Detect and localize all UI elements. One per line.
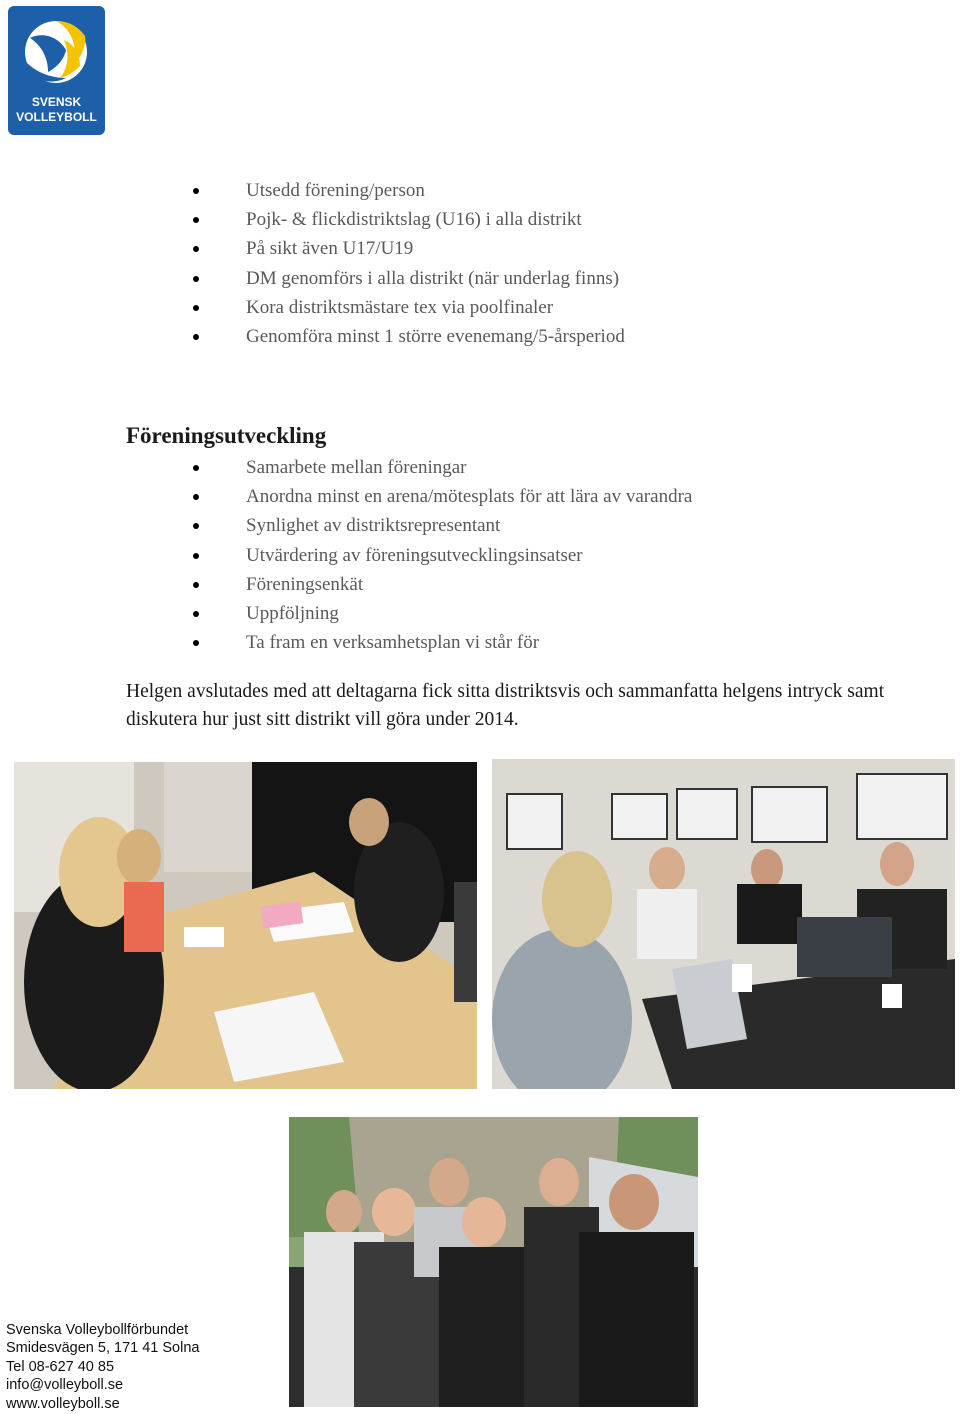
meeting-photo-left xyxy=(14,762,477,1089)
list-item: Genomföra minst 1 större evenemang/5-årsperiod xyxy=(246,322,625,351)
footer-org: Svenska Volleybollförbundet xyxy=(6,1322,189,1338)
volleyball-icon xyxy=(25,21,87,83)
list-item: Utsedd förening/person xyxy=(246,176,625,205)
list-item: Föreningsenkät xyxy=(246,570,692,599)
list-item: Utvärdering av föreningsutvecklingsinsatser xyxy=(246,541,692,570)
logo-text-line2: VOLLEYBOLL xyxy=(16,110,97,124)
list-item: Samarbete mellan föreningar xyxy=(246,453,692,482)
list-item: Pojk- & flickdistriktslag (U16) i alla distrikt xyxy=(246,205,625,234)
footer-phone: Tel 08-627 40 85 xyxy=(6,1358,115,1375)
list-item: DM genomförs i alla distrikt (när underlag finns) xyxy=(246,264,625,293)
list-item: Synlighet av distriktsrepresentant xyxy=(246,511,692,540)
footer-website[interactable]: www.volleyboll.se xyxy=(6,1395,120,1412)
list-item: Anordna minst en arena/mötesplats för att lära av varandra xyxy=(246,482,692,511)
svensk-volleyboll-logo xyxy=(8,6,105,135)
summary-paragraph: Helgen avslutades med att deltagarna fick sitta distriktsvis och sammanfatta helgens intryck samt diskutera hur just sitt distrikt vill göra under 2014. xyxy=(126,681,885,730)
district-goals-list xyxy=(246,176,625,351)
list-item: Uppföljning xyxy=(246,599,692,628)
footer-address: Smidesvägen 5, 171 41 Solna xyxy=(6,1340,200,1357)
club-development-list xyxy=(246,453,692,657)
footer-email[interactable]: info@volleyboll.se xyxy=(6,1377,124,1394)
list-item: På sikt även U17/U19 xyxy=(246,234,625,263)
logo-text-line1: SVENSK xyxy=(31,95,82,109)
group-photo xyxy=(289,1117,698,1407)
section-heading: Föreningsutveckling xyxy=(126,423,327,448)
meeting-photo-right xyxy=(492,759,955,1089)
footer-contact xyxy=(6,1321,199,1413)
list-item: Ta fram en verksamhetsplan vi står för xyxy=(246,628,692,657)
list-item: Kora distriktsmästare tex via poolfinaler xyxy=(246,293,625,322)
